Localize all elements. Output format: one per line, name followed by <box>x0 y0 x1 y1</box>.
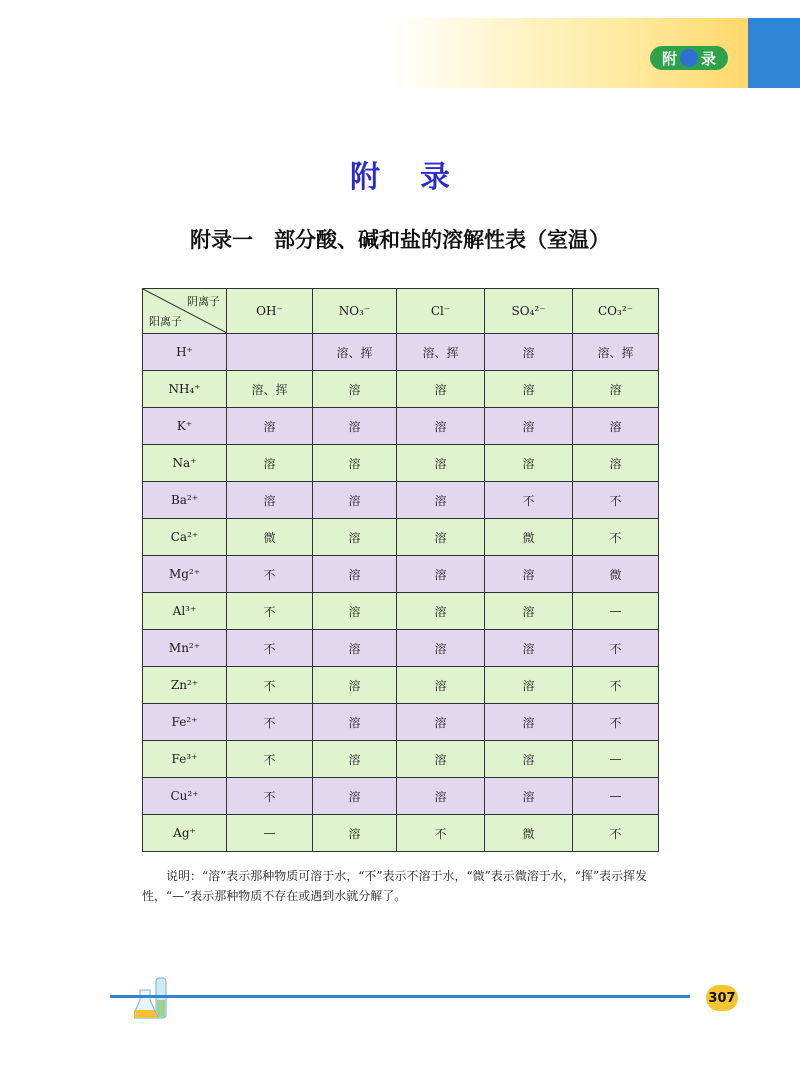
cation-cell: Mn²⁺ <box>143 630 227 667</box>
solubility-cell: 溶 <box>397 778 485 815</box>
cation-cell: Fe³⁺ <box>143 741 227 778</box>
table-row <box>143 667 659 704</box>
solubility-cell: 溶 <box>397 519 485 556</box>
solubility-cell: 不 <box>227 593 313 630</box>
solubility-cell: 不 <box>573 667 659 704</box>
table-row <box>143 371 659 408</box>
solubility-cell: 微 <box>573 556 659 593</box>
solubility-cell: 不 <box>573 815 659 852</box>
cation-cell: Mg²⁺ <box>143 556 227 593</box>
solubility-cell: 不 <box>227 667 313 704</box>
solubility-cell: 溶 <box>397 371 485 408</box>
solubility-cell: 不 <box>227 556 313 593</box>
solubility-cell: 溶 <box>573 371 659 408</box>
cation-cell: Ag⁺ <box>143 815 227 852</box>
solubility-cell: 不 <box>573 704 659 741</box>
solubility-cell: 溶 <box>313 778 397 815</box>
anion-header: CO₃²⁻ <box>573 289 659 334</box>
solubility-cell: 溶 <box>227 445 313 482</box>
solubility-cell: 溶 <box>485 445 573 482</box>
solubility-cell: 不 <box>227 704 313 741</box>
cation-cell: NH₄⁺ <box>143 371 227 408</box>
solubility-cell: 溶 <box>313 741 397 778</box>
solubility-cell: 溶、挥 <box>397 334 485 371</box>
anion-header: NO₃⁻ <box>313 289 397 334</box>
section-badge-left: 附 <box>661 49 677 68</box>
solubility-cell: 溶 <box>397 445 485 482</box>
solubility-cell: 不 <box>227 741 313 778</box>
solubility-cell: 不 <box>573 630 659 667</box>
corner-cation-label: 阳离子 <box>149 315 182 328</box>
table-row <box>143 630 659 667</box>
page-title: 附录 <box>350 160 490 195</box>
solubility-cell: — <box>573 741 659 778</box>
cation-cell: Ba²⁺ <box>143 482 227 519</box>
solubility-cell: 不 <box>573 482 659 519</box>
section-badge-right: 录 <box>701 49 717 68</box>
solubility-cell: 溶 <box>573 445 659 482</box>
solubility-cell: — <box>227 815 313 852</box>
solubility-cell: 溶 <box>313 704 397 741</box>
solubility-cell: 不 <box>227 630 313 667</box>
solubility-cell: 溶 <box>485 667 573 704</box>
appendix-subtitle: 附录一 部分酸、碱和盐的溶解性表（室温） <box>190 228 610 252</box>
solubility-cell: 溶 <box>397 408 485 445</box>
solubility-cell: 微 <box>485 815 573 852</box>
solubility-cell: 溶、挥 <box>313 334 397 371</box>
solubility-cell: — <box>573 778 659 815</box>
solubility-cell: 溶 <box>397 593 485 630</box>
solubility-cell: 溶 <box>313 556 397 593</box>
page-number-badge: 307 <box>706 985 738 1011</box>
table-header-row <box>143 289 659 334</box>
solubility-cell: — <box>573 593 659 630</box>
header-blue-tab <box>748 18 800 88</box>
solubility-cell: 溶 <box>485 408 573 445</box>
solubility-cell: 溶 <box>397 667 485 704</box>
solubility-cell: 溶 <box>397 704 485 741</box>
table-row <box>143 741 659 778</box>
cation-cell: Fe²⁺ <box>143 704 227 741</box>
solubility-cell: 溶 <box>397 556 485 593</box>
cation-cell: Cu²⁺ <box>143 778 227 815</box>
cation-cell: Al³⁺ <box>143 593 227 630</box>
solubility-cell: 溶 <box>313 371 397 408</box>
solubility-cell: 溶 <box>227 482 313 519</box>
table-row <box>143 815 659 852</box>
solubility-cell: 不 <box>397 815 485 852</box>
anion-header: Cl⁻ <box>397 289 485 334</box>
solubility-cell: 溶 <box>485 778 573 815</box>
corner-header-cell <box>143 289 227 334</box>
solubility-cell: 溶 <box>313 519 397 556</box>
cation-cell: H⁺ <box>143 334 227 371</box>
table-row <box>143 778 659 815</box>
solubility-cell: 不 <box>573 519 659 556</box>
solubility-cell: 溶 <box>227 408 313 445</box>
solubility-cell: 溶 <box>313 593 397 630</box>
solubility-cell: 溶 <box>313 445 397 482</box>
table-row <box>143 593 659 630</box>
solubility-cell: 溶 <box>313 408 397 445</box>
table-row <box>143 482 659 519</box>
solubility-cell: 溶 <box>485 556 573 593</box>
solubility-cell: 溶 <box>397 482 485 519</box>
solubility-cell: 溶 <box>313 667 397 704</box>
solubility-cell: 不 <box>227 778 313 815</box>
cation-cell: K⁺ <box>143 408 227 445</box>
solubility-cell: 溶 <box>485 741 573 778</box>
corner-anion-label: 阴离子 <box>187 295 220 308</box>
table-row <box>143 408 659 445</box>
table-row <box>143 519 659 556</box>
solubility-cell: 溶 <box>485 593 573 630</box>
solubility-cell: 溶 <box>485 334 573 371</box>
table-row <box>143 445 659 482</box>
table-row <box>143 334 659 371</box>
flask-icon <box>134 976 178 1024</box>
solubility-cell <box>227 334 313 371</box>
solubility-cell: 溶、挥 <box>573 334 659 371</box>
solubility-cell: 溶 <box>313 815 397 852</box>
section-badge <box>650 46 728 70</box>
cation-cell: Zn²⁺ <box>143 667 227 704</box>
solubility-cell: 溶 <box>485 704 573 741</box>
table-row <box>143 556 659 593</box>
solubility-cell: 微 <box>485 519 573 556</box>
cation-cell: Na⁺ <box>143 445 227 482</box>
solubility-table <box>142 288 659 852</box>
solubility-cell: 溶 <box>313 482 397 519</box>
solubility-cell: 溶 <box>485 630 573 667</box>
solubility-cell: 溶 <box>573 408 659 445</box>
solubility-cell: 不 <box>485 482 573 519</box>
anion-header: SO₄²⁻ <box>485 289 573 334</box>
footer-rule <box>110 995 690 998</box>
solubility-cell: 溶 <box>313 630 397 667</box>
cation-cell: Ca²⁺ <box>143 519 227 556</box>
table-note: 说明：“溶”表示那种物质可溶于水，“不”表示不溶于水，“微”表示微溶于水，“挥”表示挥发性，“—”表示那种物质不存在或遇到水就分解了。 <box>142 869 648 903</box>
solubility-cell: 溶、挥 <box>227 371 313 408</box>
table-row <box>143 704 659 741</box>
solubility-cell: 溶 <box>397 741 485 778</box>
solubility-cell: 溶 <box>397 630 485 667</box>
badge-dot-icon <box>680 49 698 67</box>
solubility-cell: 溶 <box>485 371 573 408</box>
solubility-cell: 微 <box>227 519 313 556</box>
anion-header: OH⁻ <box>227 289 313 334</box>
